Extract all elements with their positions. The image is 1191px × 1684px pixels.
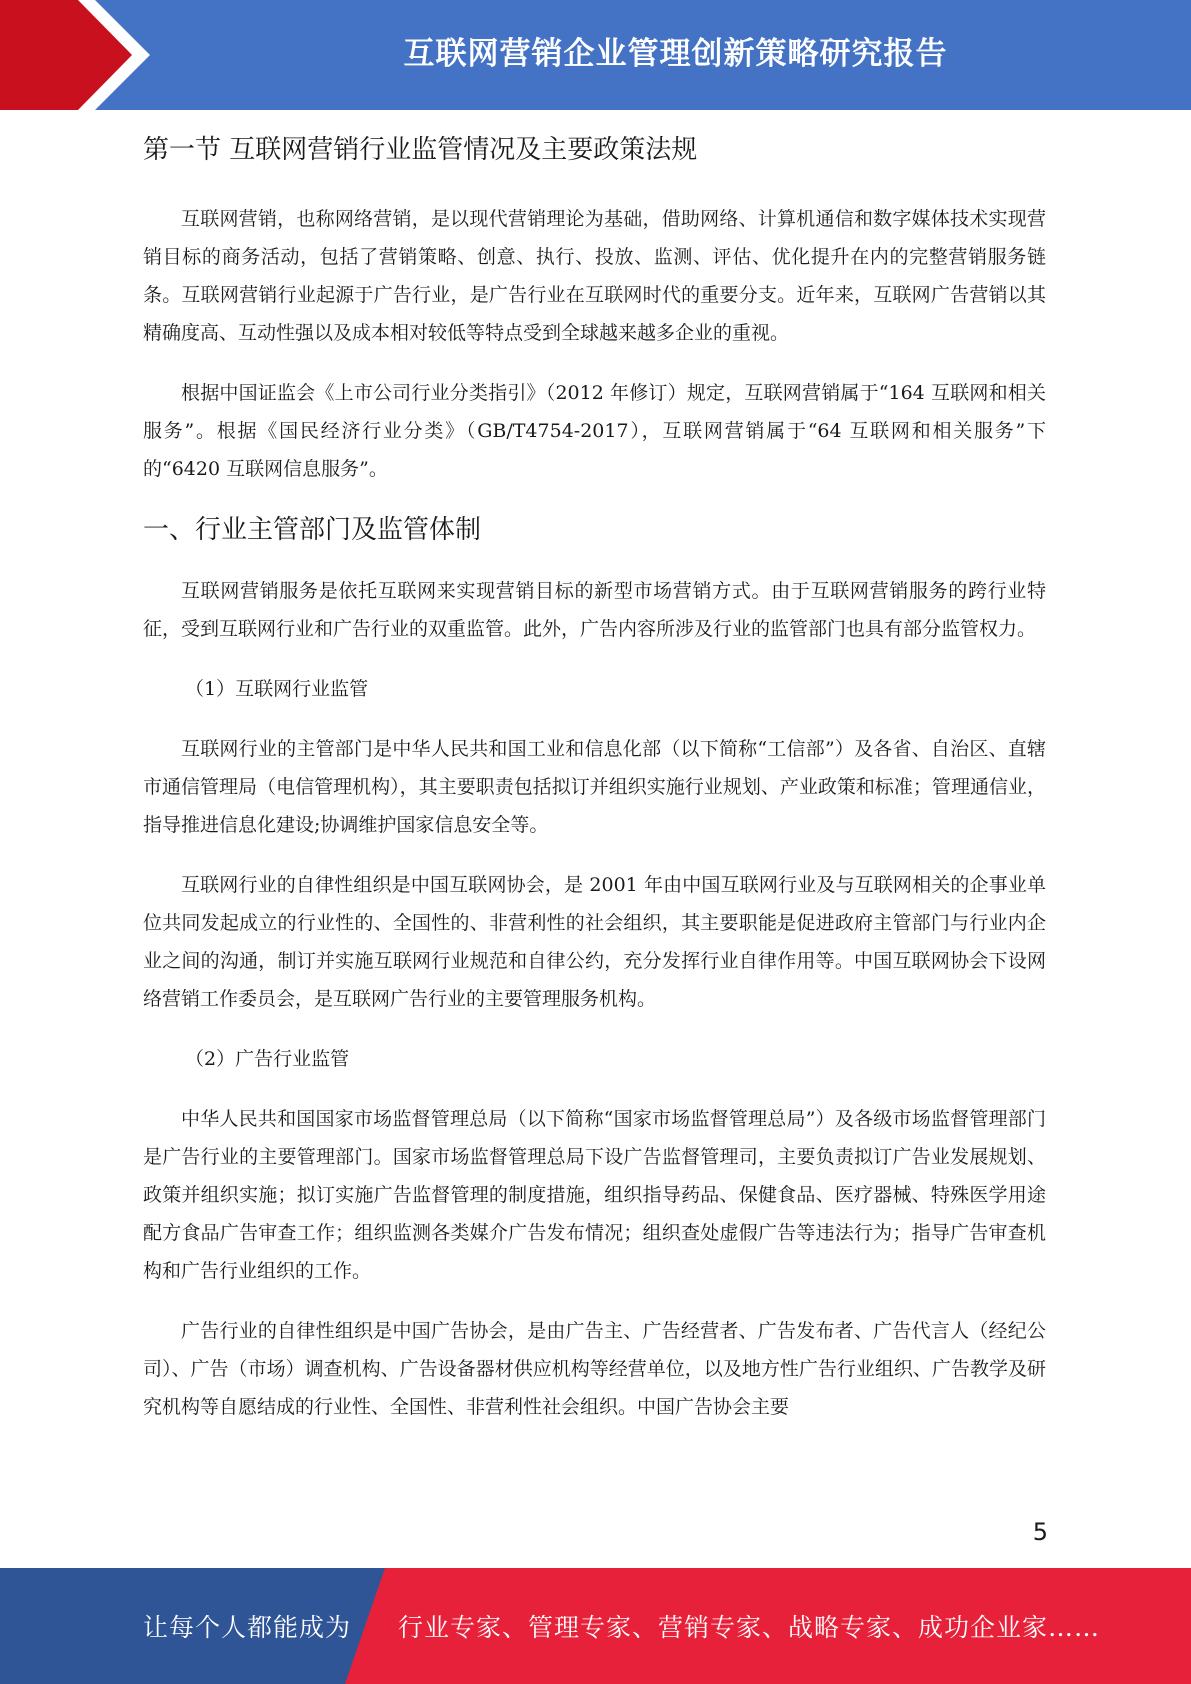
paragraph: 互联网行业的自律性组织是中国互联网协会，是 2001 年由中国互联网行业及与互联网相关的企事业单位共同发起成立的行业性的、全国性的、非营利性的社会组织，其主要职能是促进政府主管部门与行业内企业之间的沟通，制订并实施互联网行业规范和自律公约，充分发挥行业自律作用等。中国互联网协会下设网络营销工作委员会，是互联网广告行业的主要管理服务机构。 — [143, 874, 1046, 1010]
paragraph: 互联网营销服务是依托互联网来实现营销目标的新型市场营销方式。由于互联网营销服务的跨行业特征，受到互联网行业和广告行业的双重监管。此外，广告内容所涉及行业的监管部门也具有部分监管权力。 — [143, 580, 1046, 640]
page-footer-banner — [0, 1568, 1191, 1684]
header-chevron-icon — [0, 0, 160, 110]
paragraph: 中华人民共和国国家市场监督管理总局（以下简称“国家市场监督管理总局”）及各级市场监督管理部门是广告行业的主要管理部门。国家市场监督管理总局下设广告监督管理司，主要负责拟订广告业发展规划、政策并组织实施；拟订实施广告监督管理的制度措施，组织指导药品、保健食品、医疗器械、特殊医学用途配方食品广告审查工作；组织监测各类媒介广告发布情况；组织查处虚假广告等违法行为；指导广告审查机构和广告行业组织的工作。 — [143, 1108, 1046, 1282]
document-body — [143, 128, 1046, 1448]
report-title: 互联网营销企业管理创新策略研究报告 — [403, 35, 948, 72]
page-number: 5 — [1032, 1518, 1048, 1546]
paragraph: 互联网行业的主管部门是中华人民共和国工业和信息化部（以下简称“工信部”）及各省、自治区、直辖市通信管理局（电信管理机构），其主要职责包括拟订并组织实施行业规划、产业政策和标准；管理通信业，指导推进信息化建设;协调维护国家信息安全等。 — [143, 738, 1046, 836]
paragraph: 根据中国证监会《上市公司行业分类指引》（2012 年修订）规定，互联网营销属于“164 互联网和相关服务”。根据《国民经济行业分类》（GB/T4754-2017），互联网营销属于“64 互联网和相关服务”下的“6420 互联网信息服务”。 — [143, 382, 1046, 480]
item-heading-internet-regulation: （1）互联网行业监管 — [185, 678, 369, 700]
item-heading-advertising-regulation: （2）广告行业监管 — [185, 1048, 350, 1070]
paragraph: 互联网营销，也称网络营销，是以现代营销理论为基础，借助网络、计算机通信和数字媒体技术实现营销目标的商务活动，包括了营销策略、创意、执行、投放、监测、评估、优化提升在内的完整营销服务链条。互联网营销行业起源于广告行业，是广告行业在互联网时代的重要分支。近年来，互联网广告营销以其精确度高、互动性强以及成本相对较低等特点受到全球越来越多企业的重视。 — [143, 208, 1046, 344]
page-header-banner — [0, 0, 1191, 110]
subsection-heading: 一、行业主管部门及监管体制 — [143, 515, 482, 545]
footer-slogan-left: 让每个人都能成为 — [143, 1613, 352, 1642]
paragraph: 广告行业的自律性组织是中国广告协会，是由广告主、广告经营者、广告发布者、广告代言人（经纪公司）、广告（市场）调查机构、广告设备器材供应机构等经营单位，以及地方性广告行业组织、广告教学及研究机构等自愿结成的行业性、全国性、非营利性社会组织。中国广告协会主要 — [143, 1320, 1046, 1418]
section-heading: 第一节 互联网营销行业监管情况及主要政策法规 — [143, 135, 698, 165]
footer-slogan-right: 行业专家、管理专家、营销专家、战略专家、成功企业家…… — [398, 1613, 1101, 1642]
